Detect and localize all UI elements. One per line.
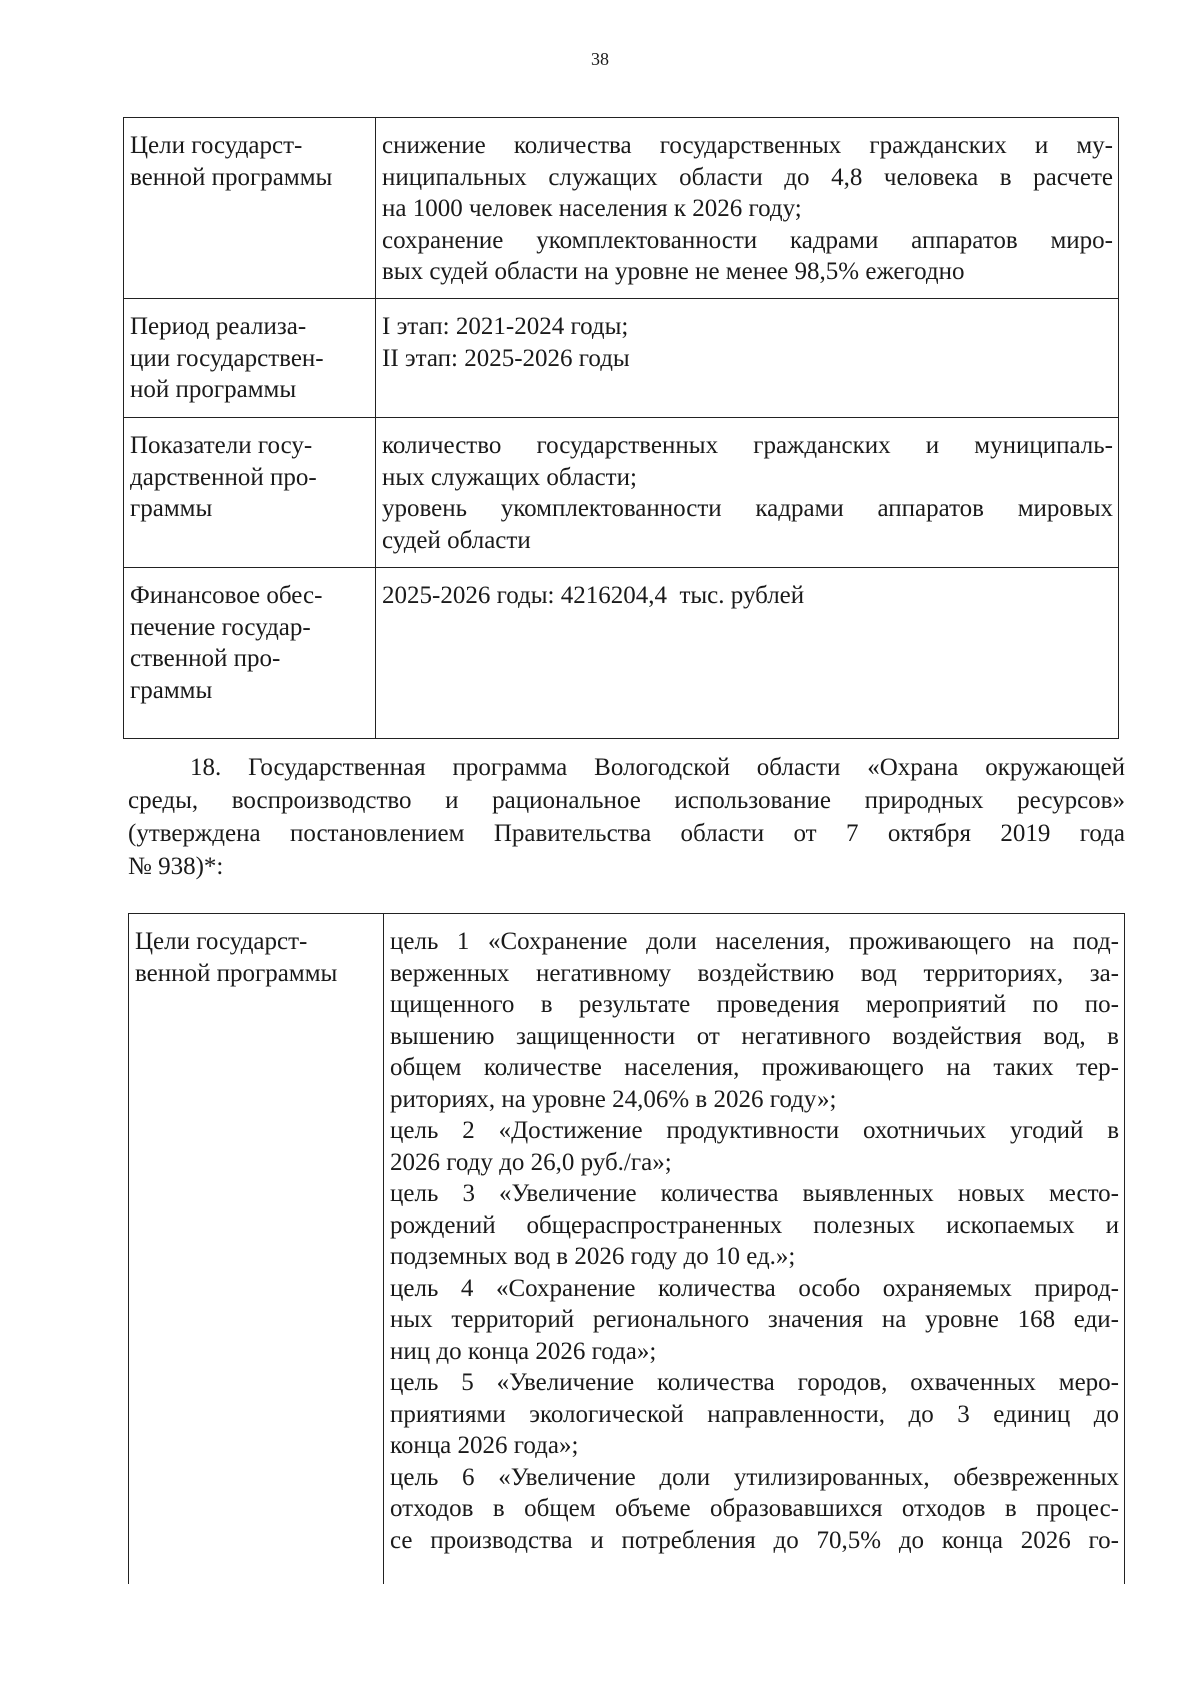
content-line: рождений общераспространенных полезных ископаемых и [390,1211,1119,1239]
content-line: се производства и потребления до 70,5% до конца 2026 го- [390,1526,1119,1554]
paragraph-line: 18. Государственная программа Вологодской области «Охрана окружающей [190,754,1125,781]
label-line: Цели государст- [135,928,308,955]
content-line: количество государственных гражданских и муниципаль- [382,432,1113,459]
content-line: подземных вод в 2026 году до 10 ед.»; [390,1243,796,1270]
content-line: щищенного в результате проведения мероприятий по по- [390,991,1119,1018]
content-line: сохранение укомплектованности кадрами аппаратов миро- [382,226,1113,254]
row-label-cell [124,418,376,568]
content-line: на 1000 человек населения к 2026 году; [382,195,802,222]
row-label-cell [124,568,376,739]
label-line: ной программы [130,376,297,403]
label-line: венной программы [135,959,338,987]
label-line: граммы [130,495,213,522]
content-line: 2026 году до 26,0 руб./га»; [390,1148,672,1176]
row-label-cell [124,118,376,299]
label-line: граммы [130,676,213,704]
content-line: судей области [382,526,531,554]
content-line: уровень укомплектованности кадрами аппаратов мировых [382,495,1113,522]
content-line: общем количестве населения, проживающего на таких тер- [390,1054,1119,1081]
content-line: 2025-2026 годы: 4216204,4 тыс. рублей [382,582,805,609]
label-line: венной программы [130,163,333,191]
content-line: отходов в общем объеме образовавшихся отходов в процес- [390,1495,1119,1522]
content-line: I этап: 2021-2024 годы; [382,313,629,340]
program-passport-table-1 [123,117,1119,739]
row-content-cell [376,118,1119,299]
content-line: II этап: 2025-2026 годы [382,344,630,372]
content-line: конца 2026 года»; [390,1432,579,1459]
content-line: вышению защищенности от негативного воздействия вод, в [390,1022,1119,1050]
label-line: ственной про- [130,645,281,672]
content-line: риториях, на уровне 24,06% в 2026 году»; [390,1085,837,1113]
paragraph-line: (утверждена постановлением Правительства области от 7 октября 2019 года [128,820,1125,847]
content-line: приятиями экологической направленности, до 3 единиц до [390,1400,1119,1428]
content-line: ных служащих области; [382,463,637,491]
label-line: Финансовое обес- [130,582,323,609]
content-line: цель 1 «Сохранение доли населения, проживающего на под- [390,928,1119,955]
table-row [129,914,1125,1584]
content-line: цель 2 «Достижение продуктивности охотничьих угодий в [390,1117,1119,1144]
label-line: печение государ- [130,613,311,641]
table-row [124,118,1119,299]
row-label-cell [124,299,376,418]
table-row [124,299,1119,418]
content-line: вых судей области на уровне не менее 98,5% ежегодно [382,258,965,285]
row-content-cell [376,568,1119,739]
page-number: 38 [591,49,609,69]
program-passport-table-2 [128,913,1125,1584]
content-line: цель 3 «Увеличение количества выявленных новых место- [390,1180,1119,1207]
content-line: цель 6 «Увеличение доли утилизированных, обезвреженных [390,1463,1119,1491]
content-line: снижение количества государственных гражданских и му- [382,132,1113,159]
table-row [124,568,1119,739]
paragraph-line: среды, воспроизводство и рациональное использование природных ресурсов» [128,787,1125,814]
content-line: ных территорий регионального значения на уровне 168 еди- [390,1306,1119,1333]
content-line: ниципальных служащих области до 4,8 человека в расчете [382,163,1113,191]
label-line: Показатели госу- [130,432,313,459]
label-line: Период реализа- [130,313,307,340]
content-line: верженных негативному воздействию вод территориях, за- [390,959,1119,987]
paragraph-line: № 938)*: [128,853,224,880]
label-line: ции государствен- [130,344,324,372]
section-18-paragraph [128,751,1125,883]
row-label-cell [129,914,384,1584]
content-line: цель 4 «Сохранение количества особо охраняемых природ- [390,1274,1119,1302]
row-content-cell [376,418,1119,568]
table-row [124,418,1119,568]
content-line: ниц до конца 2026 года»; [390,1337,657,1365]
content-line: цель 5 «Увеличение количества городов, охваченных меро- [390,1369,1119,1396]
label-line: дарственной про- [130,463,317,491]
row-content-cell [376,299,1119,418]
row-content-cell [384,914,1125,1584]
label-line: Цели государст- [130,132,303,159]
